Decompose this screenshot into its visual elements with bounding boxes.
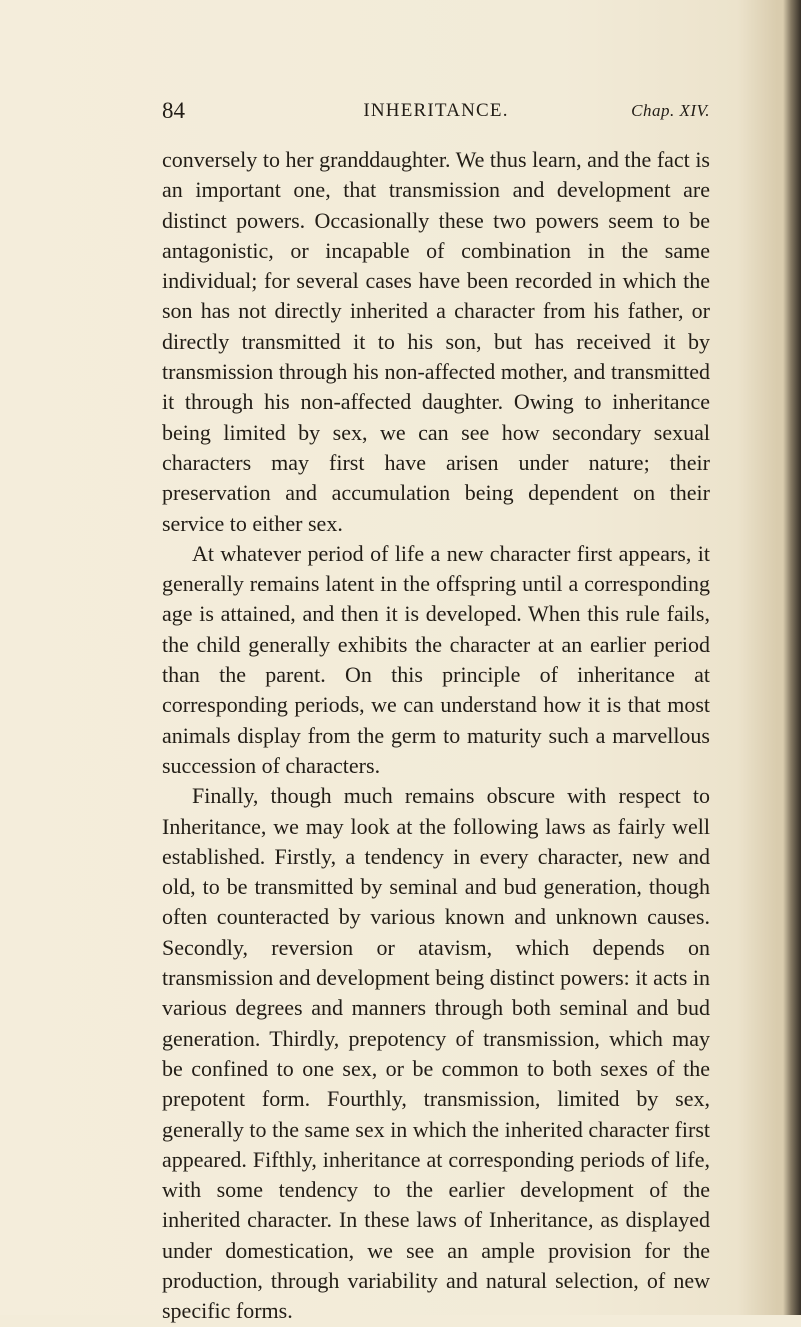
- chapter-label: Chap. XIV.: [631, 101, 710, 120]
- running-title: INHERITANCE.: [363, 100, 509, 121]
- page-number: 84: [162, 98, 185, 123]
- paragraph-corresponding-periods: At whatever period of life a new character first appears, it generally remains latent in the offspring until a corresponding age is attained, and then it is developed. When this rule fails, the child generally exhibits the character at an earlier period than the parent. On this principle of inheritance at corresponding periods, we can understand how it is that most animals display from the germ to maturity such a marvellous succession of characters.: [162, 540, 710, 778]
- page-header: [162, 98, 710, 128]
- paragraph-continuation: conversely to her granddaughter. We thus learn, and the fact is an important one, that transmission and development are distinct powers. Occasionally these two powers seem to be antagonistic, or incapable of combination in the same individual; for several cases have been recorded in which the son has not directly inherited a character from his father, or directly transmitted it to his son, but has received it by transmission through his non-affected mother, and transmitted it through his non-affected daughter. Owing to inheritance being limited by sex, we can see how secondary sexual characters may first have arisen under nature; their preservation and accumulation being dependent on their service to either sex.: [162, 147, 710, 536]
- paragraph-laws-of-inheritance: Finally, though much remains obscure with respect to Inheritance, we may look at the following laws as fairly well established. Firstly, a tendency in every character, new and old, to be transmitted by seminal and bud generation, though often counteracted by various known and unknown causes. Secondly, reversion or atavism, which depends on transmission and development being distinct powers: it acts in various degrees and manners through both seminal and bud generation. Thirdly, prepotency of transmission, which may be confined to one sex, or be common to both sexes of the prepotent form. Fourthly, transmission, limited by sex, generally to the same sex in which the inherited character first appeared. Fifthly, inheritance at corresponding periods of life, with some tendency to the earlier development of the inherited character. In these laws of Inheritance, as displayed under domestication, we see an ample provision for the production, through variability and natural selection, of new specific forms.: [162, 783, 710, 1324]
- body-text: [162, 145, 710, 1327]
- page-edge-shadow: [783, 0, 801, 1315]
